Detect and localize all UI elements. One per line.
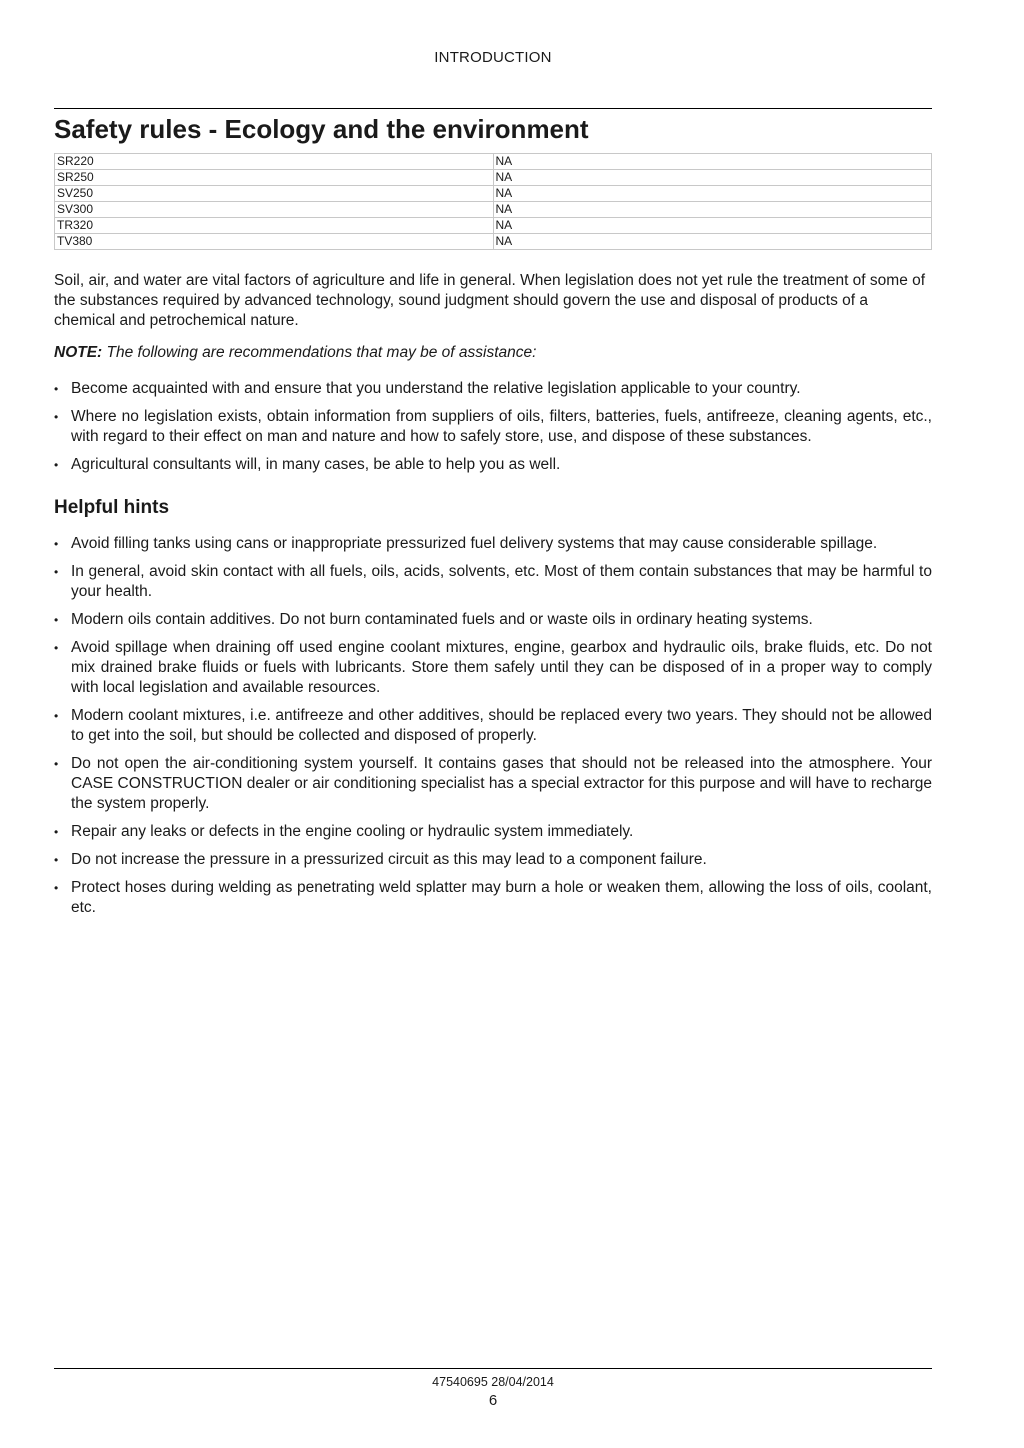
bullet-icon: • bbox=[54, 382, 59, 396]
list-item-text: Avoid spillage when draining off used engine coolant mixtures, engine, gearbox and hydraulic oils, brake fluids, etc. Do not mix drained brake fluids or fuels with lubricants. Store them safely until they can be disposed of in a proper way to comply with local legislation and available resources. bbox=[71, 639, 932, 696]
list-item-text: Modern oils contain additives. Do not burn contaminated fuels and or waste oils in ordinary heating systems. bbox=[71, 611, 813, 628]
list-item-text: Protect hoses during welding as penetrating weld splatter may burn a hole or weaken them, allowing the loss of oils, coolant, etc. bbox=[71, 879, 932, 916]
value-cell: NA bbox=[493, 154, 932, 170]
body-content bbox=[54, 271, 932, 926]
section-header: INTRODUCTION bbox=[434, 49, 552, 66]
recommendations-list bbox=[54, 379, 932, 475]
bullet-icon: • bbox=[54, 881, 59, 895]
table-row bbox=[55, 218, 932, 234]
top-rule bbox=[54, 108, 932, 109]
list-item bbox=[54, 610, 932, 630]
note-label: NOTE: bbox=[54, 344, 103, 361]
list-item bbox=[54, 638, 932, 698]
page-title: Safety rules - Ecology and the environment bbox=[54, 114, 589, 144]
list-item bbox=[54, 455, 932, 475]
model-cell: SV250 bbox=[55, 186, 494, 202]
hints-heading: Helpful hints bbox=[54, 497, 170, 518]
bullet-icon: • bbox=[54, 757, 59, 771]
model-table bbox=[54, 153, 932, 250]
list-item-text: Do not open the air-conditioning system yourself. It contains gases that should not be released into the atmosphere. Your CASE CONSTRUCTION dealer or air conditioning specialist has a special extractor for this purpose and will have to recharge the system properly. bbox=[71, 755, 932, 812]
value-cell: NA bbox=[493, 186, 932, 202]
intro-paragraph: Soil, air, and water are vital factors of agriculture and life in general. When legislation does not yet rule the treatment of some of the substances required by advanced technology, sound judgment should govern the use and disposal of products of a chemical and petrochemical nature. bbox=[54, 272, 926, 329]
list-item bbox=[54, 822, 932, 842]
list-item bbox=[54, 562, 932, 602]
value-cell: NA bbox=[493, 202, 932, 218]
table-row bbox=[55, 154, 932, 170]
value-cell: NA bbox=[493, 170, 932, 186]
list-item bbox=[54, 407, 932, 447]
bullet-icon: • bbox=[54, 565, 59, 579]
list-item bbox=[54, 534, 932, 554]
list-item-text: Modern coolant mixtures, i.e. antifreeze and other additives, should be replaced every two years. They should not be allowed to get into the soil, but should be collected and disposed of properly. bbox=[71, 707, 932, 744]
bullet-icon: • bbox=[54, 410, 59, 424]
list-item bbox=[54, 878, 932, 918]
list-item-text: In general, avoid skin contact with all fuels, oils, acids, solvents, etc. Most of them contain substances that may be harmful to your health. bbox=[71, 563, 932, 600]
bullet-icon: • bbox=[54, 537, 59, 551]
bullet-icon: • bbox=[54, 613, 59, 627]
list-item bbox=[54, 850, 932, 870]
list-item-text: Do not increase the pressure in a pressurized circuit as this may lead to a component failure. bbox=[71, 851, 707, 868]
model-cell: SR220 bbox=[55, 154, 494, 170]
page-number: 6 bbox=[488, 1392, 498, 1409]
hints-list bbox=[54, 534, 932, 918]
bullet-icon: • bbox=[54, 709, 59, 723]
model-cell: SV300 bbox=[55, 202, 494, 218]
list-item-text: Where no legislation exists, obtain information from suppliers of oils, filters, batteries, fuels, antifreeze, cleaning agents, etc., with regard to their effect on man and nature and how to safely store, use, and dispose of these substances. bbox=[71, 408, 932, 445]
list-item bbox=[54, 706, 932, 746]
list-item-text: Become acquainted with and ensure that you understand the relative legislation applicable to your country. bbox=[71, 380, 801, 397]
value-cell: NA bbox=[493, 218, 932, 234]
model-cell: TR320 bbox=[55, 218, 494, 234]
table-row bbox=[55, 186, 932, 202]
list-item bbox=[54, 754, 932, 814]
bottom-rule bbox=[54, 1368, 932, 1369]
value-cell: NA bbox=[493, 234, 932, 250]
list-item bbox=[54, 379, 932, 399]
bullet-icon: • bbox=[54, 458, 59, 472]
document-reference: 47540695 28/04/2014 bbox=[432, 1375, 554, 1389]
bullet-icon: • bbox=[54, 641, 59, 655]
model-cell: TV380 bbox=[55, 234, 494, 250]
table-row bbox=[55, 234, 932, 250]
list-item-text: Repair any leaks or defects in the engine cooling or hydraulic system immediately. bbox=[71, 823, 634, 840]
model-cell: SR250 bbox=[55, 170, 494, 186]
table-row bbox=[55, 202, 932, 218]
table-row bbox=[55, 170, 932, 186]
note-text: The following are recommendations that may be of assistance: bbox=[102, 344, 537, 361]
bullet-icon: • bbox=[54, 825, 59, 839]
list-item-text: Avoid filling tanks using cans or inappropriate pressurized fuel delivery systems that may cause considerable spillage. bbox=[71, 535, 878, 552]
list-item-text: Agricultural consultants will, in many cases, be able to help you as well. bbox=[71, 456, 561, 473]
bullet-icon: • bbox=[54, 853, 59, 867]
note-paragraph bbox=[54, 343, 932, 363]
